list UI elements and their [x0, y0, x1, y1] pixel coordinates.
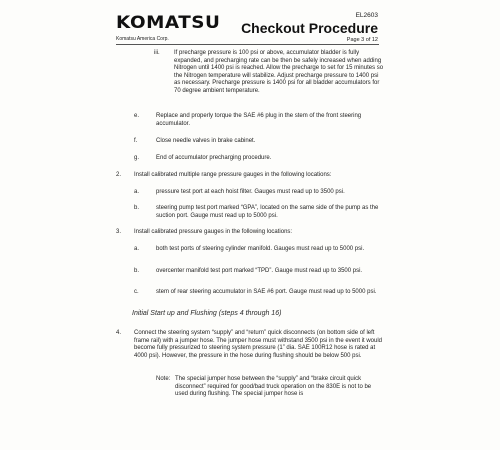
list-marker: a.	[134, 189, 140, 195]
list-item-text: Install calibrated multiple range pressure gauges in the following locations:	[134, 172, 332, 178]
page-number: Page 3 of 12	[346, 37, 378, 43]
list-marker: 3.	[116, 229, 122, 235]
list-item-text: If precharge pressure is 100 psi or above, accumulator bladder is fully expanded, and precharging rate can be then be safely increased when adding Nitrogen until 1400 psi is reached. Allow the precharge to set for 15 minutes so the Nitrogen temperature will stabilize. Adjust precharge pressure to 1400 psi as necessary. Precharge pressure is 1400 psi for all bladder accumulators for 70 degree ambient temperature.	[174, 50, 384, 94]
list-marker: b.	[134, 268, 140, 274]
list-marker: e.	[134, 113, 140, 119]
list-item-text: Replace and properly torque the SAE #6 plug in the stem of the front steering accumulator.	[156, 113, 362, 127]
section-subheading: Initial Start up and Flushing (steps 4 through 16)	[132, 310, 282, 317]
list-marker: g.	[134, 155, 140, 161]
list-item-text: Install calibrated pressure gauges in the following locations:	[134, 229, 293, 235]
list-item-text: pressure test port at each hoist filter. Gauges must read up to 3500 psi.	[156, 189, 345, 195]
page-title: Checkout Procedure	[241, 20, 378, 36]
list-item-text: steering pump test port marked “GPA”, located on the same side of the pump as the suction port. Gauge must read up to 5000 psi.	[156, 205, 379, 219]
note-text: The special jumper hose between the “supply” and “brake circuit quick disconnect” required for good/bad truck operation on the 830E is not to be used during flushing. The special jumper hose is	[175, 376, 372, 398]
note-label: Note:	[156, 376, 171, 382]
list-marker: b.	[134, 205, 140, 211]
list-item-text: stem of rear steering accumulator in SAE #6 port. Gauge must read up to 5000 psi.	[156, 289, 377, 295]
list-item-text: overcenter manifold test port marked “TPD”. Gauge must read up to 3500 psi.	[156, 268, 363, 274]
list-item-text: End of accumulator precharging procedure.	[156, 155, 272, 161]
list-item-text: Close needle valves in brake cabinet.	[156, 138, 256, 144]
list-marker: f.	[134, 138, 138, 144]
list-marker: a.	[134, 246, 140, 252]
komatsu-logo: KOMATSU	[116, 13, 221, 33]
company-name: Komatsu America Corp.	[116, 36, 169, 42]
document-number: EL2603	[355, 12, 378, 19]
list-item-text: both test ports of steering cylinder manifold. Gauges must read up to 5000 psi.	[156, 246, 365, 252]
list-marker: 2.	[116, 172, 122, 178]
list-marker: iii.	[154, 50, 160, 56]
list-marker: c.	[134, 289, 139, 295]
list-item-text: Connect the steering system “supply” and “return” quick disconnects (on bottom side of left frame rail) with a jumper hose. The jumper hose must withstand 3500 psi in the event it would become fully pressurized to steering system pressure (1” dia. SAE 100R12 hose is rated at 4000 psi). However, the pressure in the hose during flushing should be below 500 psi.	[134, 330, 383, 359]
list-marker: 4.	[116, 330, 122, 336]
header-divider	[116, 44, 379, 45]
